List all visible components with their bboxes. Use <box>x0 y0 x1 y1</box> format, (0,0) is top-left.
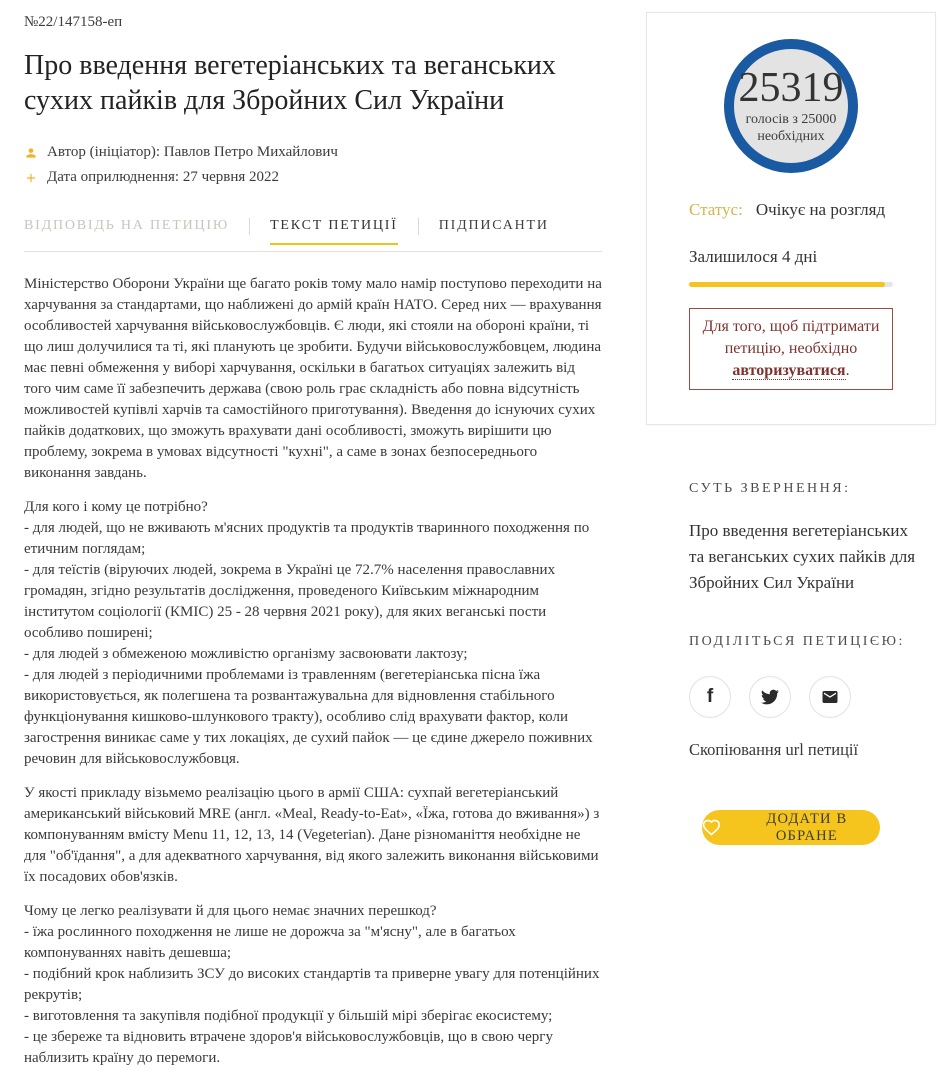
petition-tabs <box>24 218 602 245</box>
vote-counter-circle <box>724 39 858 173</box>
add-to-favorites-button[interactable] <box>702 810 880 845</box>
vote-subtitle <box>746 111 837 145</box>
paragraph: Чому це легко реалізувати й для цього немає значних перешкод? - їжа рослинного походження не лише не дорожча за "м'ясну", але в багатьох компонуваннях навіть дешевша; - подібний крок наблизить ЗСУ до високих стандартів та приверне увагу для потенційних рекрутів; - виготовлення та закупівля подібної продукції у більшій мірі зберігає екосистему; - це збереже та відновить втрачене здоров'я військовослужбовців, що в свою чергу наблизить країну до перемоги. <box>24 903 600 1066</box>
petition-meta <box>24 140 602 190</box>
vote-subtitle-line1: голосів з 25000 <box>745 111 837 127</box>
favorite-button-label: ДОДАТИ В ОБРАНЕ <box>766 810 848 844</box>
twitter-icon <box>761 688 779 706</box>
authorize-link[interactable]: авторизуватися <box>732 362 846 379</box>
progress-bar <box>689 282 893 287</box>
paragraph: У якості прикладу візьмемо реалізацію цього в армії США: сухпай вегетеріанський американський військовий MRE (англ. «Meal, Ready-to-Eat», «Їжа, готова до вживання») з компонуванням вмісту Menu 11, 12, 13, 14 (Vegeterian). Дане різноманіття необхідне не для "об'їдання", а для адекватного харчування, від якого залежить виконання військовими їх посадових обов'язків. <box>24 785 600 885</box>
facebook-icon: f <box>706 686 714 707</box>
auth-notice-suffix: . <box>845 362 850 379</box>
essence-text: Про введення вегетеріанських та веганських сухих пайків для Збройних Сил України <box>689 521 916 592</box>
email-share-button[interactable] <box>809 676 851 718</box>
vote-subtitle-line2: необхідних <box>757 128 825 144</box>
votes-card <box>646 12 936 425</box>
essence-heading: СУТЬ ЗВЕРНЕННЯ: <box>689 481 851 496</box>
paragraph: Міністерство Оборони України ще багато років тому мало намір поступово переходити на харчування за стандартами, що наближені до армій країн НАТО. Серед них — врахування особливостей харчування військовослужбовців. Є люди, які стояли на обороні країни, ті що лиш долучилися та ті, які планують це зробити. Будучи військовослужбовцем, людина має певні обмеження у виборі харчування, оскільки в багатьох ситуаціях залежить від того чим саме її забезпечить держава (свою роль грає складність або повна відсутність можливостей купівлі харчів та самостійного приготування). Введення до існуючих сухих пайків додаткових, що зможуть врахувати дані особливості, зможуть вирішити цю проблему, зокрема в умовах відсутності "кухні", а саме в зонах безпосереднього виконання завдань. <box>24 276 602 481</box>
status-value: Очікує на розгляд <box>755 200 886 219</box>
email-icon <box>821 688 839 706</box>
plus-icon <box>24 171 38 185</box>
petition-body <box>24 274 602 1069</box>
petition-number: №22/147158-еп <box>24 14 123 30</box>
tab-response: ВІДПОВІДЬ НА ПЕТИЦІЮ <box>24 218 230 233</box>
sidebar <box>646 0 936 845</box>
share-heading: ПОДІЛІТЬСЯ ПЕТИЦІЄЮ: <box>689 634 905 649</box>
twitter-share-button[interactable] <box>749 676 791 718</box>
share-section <box>646 634 936 760</box>
date-row <box>24 165 602 190</box>
facebook-share-button[interactable] <box>689 676 731 718</box>
author-row <box>24 140 602 165</box>
auth-notice-box <box>689 308 893 390</box>
petition-main-column <box>24 0 602 1082</box>
person-icon <box>24 146 38 160</box>
heart-icon <box>702 818 721 837</box>
status-label: Статус: <box>689 200 743 219</box>
tab-separator <box>249 218 250 235</box>
share-icons <box>689 676 924 718</box>
auth-notice-text: Для того, щоб підтримати петицію, необхідно <box>702 318 880 357</box>
tab-signers[interactable]: ПІДПИСАНТИ <box>438 218 549 233</box>
tab-petition-text[interactable]: ТЕКСТ ПЕТИЦІЇ <box>270 218 398 245</box>
copy-url-link[interactable]: Скопіювання url петиції <box>689 740 859 759</box>
essence-section <box>646 481 936 596</box>
author-label: Автор (ініціатор): Павлов Петро Михайлович <box>47 144 338 160</box>
publish-date-label: Дата оприлюднення: 27 червня 2022 <box>47 169 280 185</box>
status-row <box>689 200 935 220</box>
progress-fill <box>689 282 885 287</box>
paragraph: Для кого і кому це потрібно? - для людей, що не вживають м'ясних продуктів та продуктів тваринного походження по етичним поглядам; - для теїстів (віруючих людей, зокрема в Україні це 72.7% населення православних громадян, згідно результатів дослідження, проведеного Київським міжнародним інститутом соціології (КМІС) 25 - 28 червня 2021 року), для яких веганські пости особливо поширені; - для людей з обмеженою можливістю організму засвоювати лактозу; - для людей з періодичними проблемами із травленням (вегетеріанська пісна їжа використовується, як полегшена та розвантажувальна для відновлення стабільного функціонування кишково-шлункового тракту), особливо слід врахувати фактор, коли загострення виникає саме у тих локаціях, де сухий пайок — це єдине джерело поживних речовин для військовослужбовця. <box>24 499 593 767</box>
vote-count: 25319 <box>738 64 844 111</box>
tabs-divider <box>24 251 602 252</box>
days-remaining: Залишилося 4 дні <box>689 247 818 266</box>
page-title: Про введення вегетеріанських та веганських сухих пайків для Збройних Сил України <box>24 50 556 116</box>
tab-separator <box>418 218 419 235</box>
